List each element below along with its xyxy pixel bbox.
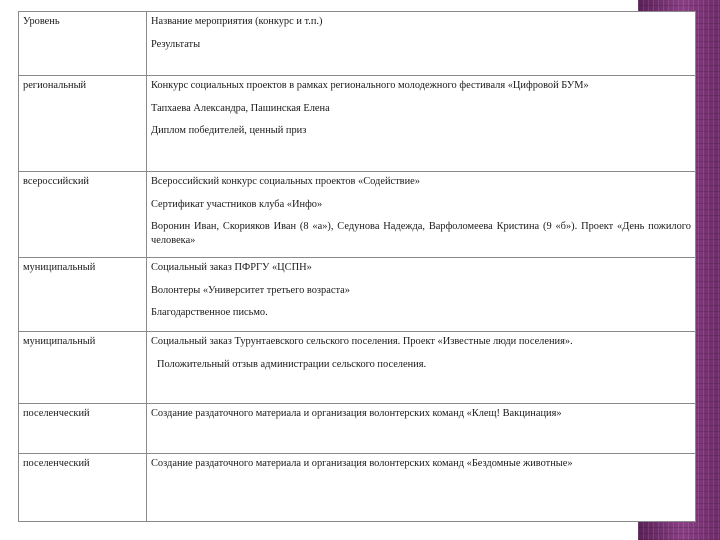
table-row — [19, 454, 696, 522]
award: Благодарственное письмо. — [151, 307, 268, 319]
row-result-cell — [147, 404, 696, 454]
header-level-cell — [19, 12, 147, 76]
participants: Тапхаева Александра, Пашинская Елена — [151, 102, 330, 114]
table-row — [19, 332, 696, 404]
event-title: Социальный заказ ПФРГУ «ЦСПН» — [151, 262, 312, 273]
table-row — [19, 258, 696, 332]
row-level-cell — [19, 258, 147, 332]
event-title: Создание раздаточного материала и организация волонтерских команд «Бездомные животные» — [151, 458, 573, 469]
event-title: Социальный заказ Турунтаевского сельского поселения. Проект «Известные люди поселения». — [151, 336, 573, 347]
row-result-cell — [147, 258, 696, 332]
results-table — [18, 11, 696, 522]
event-title: Всероссийский конкурс социальных проектов «Содействие» — [151, 176, 420, 187]
table-header-row — [19, 12, 696, 76]
award: Диплом победителей, ценный приз — [151, 125, 307, 137]
participants: Волонтеры «Университет третьего возраста» — [151, 284, 350, 296]
row-level-label: муниципальный — [23, 336, 96, 347]
table-row — [19, 76, 696, 172]
row-result-cell — [147, 332, 696, 404]
header-level-label: Уровень — [23, 16, 60, 27]
row-level-cell — [19, 404, 147, 454]
row-result-cell — [147, 172, 696, 258]
table-row — [19, 172, 696, 258]
row-level-cell — [19, 172, 147, 258]
row-level-label: всероссийский — [23, 176, 89, 187]
award: Сертификат участников клуба «Инфо» — [151, 198, 323, 210]
row-level-label: поселенческий — [23, 408, 90, 419]
award: Положительный отзыв администрации сельского поселения. — [157, 358, 427, 370]
row-level-cell — [19, 454, 147, 522]
header-event-label: Название мероприятия (конкурс и т.п.) — [151, 16, 323, 27]
row-result-cell — [147, 454, 696, 522]
header-results-label: Результаты — [151, 38, 201, 50]
event-title: Конкурс социальных проектов в рамках регионального молодежного фестиваля «Цифровой БУМ» — [151, 80, 589, 91]
participants: Воронин Иван, Скорияков Иван (8 «а»), Седунова Надежда, Варфоломеева Кристина (9 «б»). Проект «День пожилого человека» — [151, 221, 691, 246]
row-level-label: поселенческий — [23, 458, 90, 469]
row-level-label: муниципальный — [23, 262, 96, 273]
event-title: Создание раздаточного материала и организация волонтерских команд «Клещ! Вакцинация» — [151, 408, 562, 419]
row-result-cell — [147, 76, 696, 172]
table-row — [19, 404, 696, 454]
header-event-cell — [147, 12, 696, 76]
row-level-label: региональный — [23, 80, 87, 91]
row-level-cell — [19, 332, 147, 404]
row-level-cell — [19, 76, 147, 172]
